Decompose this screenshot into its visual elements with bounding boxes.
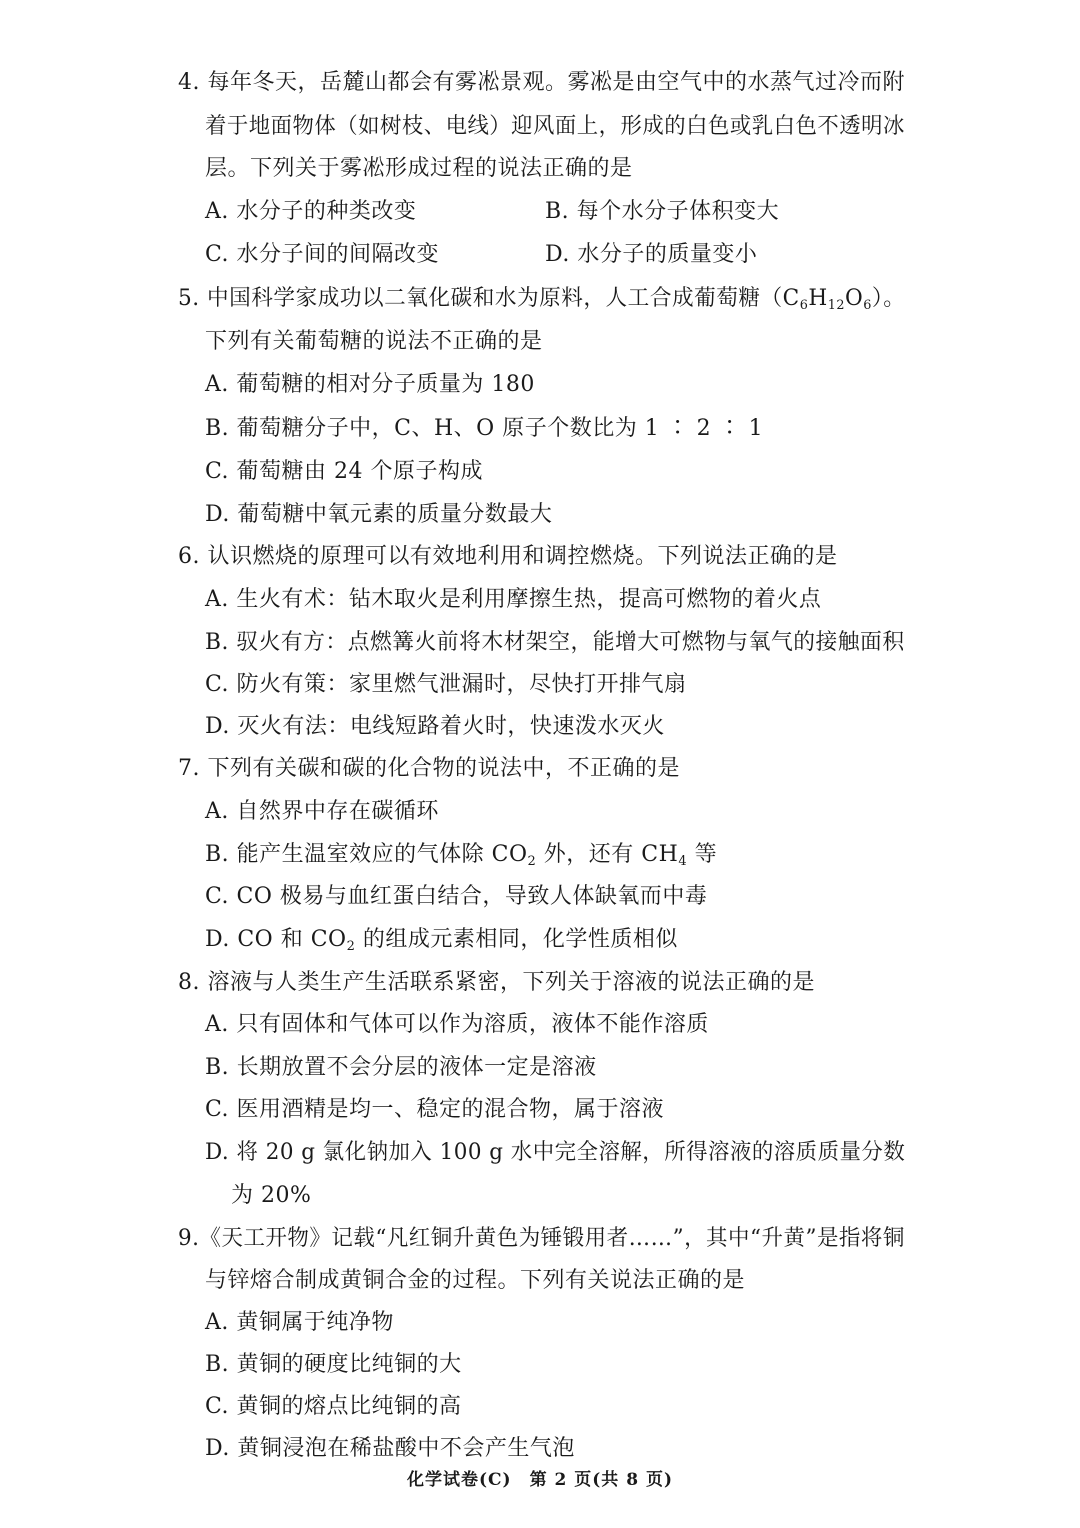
q4-option-b: B. 每个水分子体积变大 — [545, 199, 780, 224]
q8-option-a: A. 只有固体和气体可以作为溶质，液体不能作溶质 — [205, 1012, 709, 1037]
q6-option-a: A. 生火有术：钻木取火是利用摩擦生热，提高可燃物的着火点 — [205, 587, 822, 612]
q5-stem-line2: 下列有关葡萄糖的说法不正确的是 — [205, 329, 543, 354]
q8-option-d-line2: 为 20% — [231, 1183, 312, 1208]
q5-option-a: A. 葡萄糖的相对分子质量为 180 — [205, 372, 535, 397]
q5-option-c: C. 葡萄糖由 24 个原子构成 — [205, 459, 484, 484]
q5-stem-line1: 5. 中国科学家成功以二氧化碳和水为原料，人工合成葡萄糖$(C_6H_{12}O_6)$。 — [178, 286, 906, 313]
q7-option-c: C. CO 极易与血红蛋白结合，导致人体缺氧而中毒 — [205, 884, 708, 909]
q6-option-c: C. 防火有策：家里燃气泄漏时，尽快打开排气扇 — [205, 672, 687, 697]
q8-option-b: B. 长期放置不会分层的液体一定是溶液 — [205, 1055, 597, 1080]
q5-option-d: D. 葡萄糖中氧元素的质量分数最大 — [205, 502, 553, 527]
q4-stem-line2: 着于地面物体（如树枝、电线）迎风面上，形成的白色或乳白色不透明冰 — [205, 114, 905, 139]
q4-stem-line3: 层。下列关于雾凇形成过程的说法正确的是 — [205, 156, 633, 181]
q8-stem: 8. 溶液与人类生产生活联系紧密，下列关于溶液的说法正确的是 — [178, 970, 815, 995]
q8-option-d-line1: D. 将 20 g 氯化钠加入 100 g 水中完全溶解，所得溶液的溶质质量分数 — [205, 1140, 906, 1165]
page-footer: 化学试卷(C) 第 2 页(共 8 页) — [406, 1470, 674, 1490]
q9-option-c: C. 黄铜的熔点比纯铜的高 — [205, 1394, 462, 1419]
q6-option-b: B. 驭火有方：点燃篝火前将木材架空，能增大可燃物与氧气的接触面积 — [205, 630, 905, 655]
q5-option-b: B. 葡萄糖分子中，C、H、O 原子个数比为 1 ∶ 2 ∶ 1 — [205, 416, 764, 441]
q4-option-a: A. 水分子的种类改变 — [205, 199, 417, 224]
q6-stem: 6. 认识燃烧的原理可以有效地利用和调控燃烧。下列说法正确的是 — [178, 544, 838, 569]
q7-stem: 7. 下列有关碳和碳的化合物的说法中，不正确的是 — [178, 756, 680, 781]
q9-option-d: D. 黄铜浸泡在稀盐酸中不会产生气泡 — [205, 1436, 575, 1461]
q4-option-c: C. 水分子间的间隔改变 — [205, 242, 440, 267]
q9-stem-line1: 9.《天工开物》记载“凡红铜升黄色为锤锻用者……”，其中“升黄”是指将铜 — [178, 1226, 905, 1251]
q9-option-b: B. 黄铜的硬度比纯铜的大 — [205, 1352, 462, 1377]
q9-option-a: A. 黄铜属于纯净物 — [205, 1310, 394, 1335]
q7-option-d: D. CO 和 $CO_2$ 的组成元素相同，化学性质相似 — [205, 927, 678, 954]
q7-option-a: A. 自然界中存在碳循环 — [205, 799, 439, 824]
q8-option-c: C. 医用酒精是均一、稳定的混合物，属于溶液 — [205, 1097, 665, 1122]
q7-option-b: B. 能产生温室效应的气体除 $CO_2$ 外，还有 $CH_4$ 等 — [205, 842, 718, 869]
q4-stem-line1: 4. 每年冬天，岳麓山都会有雾凇景观。雾凇是由空气中的水蒸气过冷而附 — [178, 70, 905, 95]
q4-option-d: D. 水分子的质量变小 — [545, 242, 758, 267]
q9-stem-line2: 与锌熔合制成黄铜合金的过程。下列有关说法正确的是 — [205, 1268, 746, 1293]
q6-option-d: D. 灭火有法：电线短路着火时，快速泼水灭火 — [205, 714, 665, 739]
